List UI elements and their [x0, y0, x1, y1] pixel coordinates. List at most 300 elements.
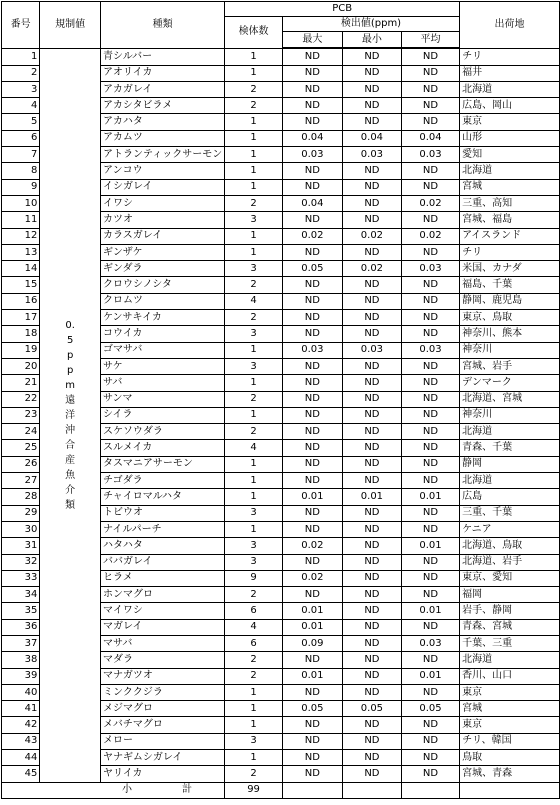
min-value: ND: [342, 554, 401, 570]
sample-count: 2: [225, 424, 283, 440]
min-value: ND: [342, 684, 401, 700]
origin: 静岡、鹿児島: [460, 293, 560, 309]
species-name: メロー: [101, 733, 225, 749]
species-name: ミンククジラ: [101, 684, 225, 700]
avg-value: ND: [401, 358, 459, 374]
avg-value: ND: [401, 652, 459, 668]
header-avg: 平均: [401, 32, 459, 49]
origin: 東京、鳥取: [460, 310, 560, 326]
sample-count: 4: [225, 440, 283, 456]
row-number: 41: [2, 701, 40, 717]
species-name: マサバ: [101, 635, 225, 651]
origin: 山形: [460, 130, 560, 146]
min-value: ND: [342, 717, 401, 733]
header-min: 最小: [342, 32, 401, 49]
avg-value: 0.01: [401, 668, 459, 684]
sample-count: 1: [225, 473, 283, 489]
min-value: ND: [342, 424, 401, 440]
max-value: ND: [282, 310, 342, 326]
sample-count: 3: [225, 538, 283, 554]
row-number: 26: [2, 456, 40, 472]
row-number: 5: [2, 114, 40, 130]
origin: 宮城、岩手: [460, 358, 560, 374]
row-number: 30: [2, 521, 40, 537]
origin: 千葉、三重: [460, 635, 560, 651]
avg-value: ND: [401, 114, 459, 130]
header-pcb: PCB: [225, 2, 460, 17]
sample-count: 1: [225, 701, 283, 717]
origin: 静岡: [460, 456, 560, 472]
row-number: 40: [2, 684, 40, 700]
species-name: カツオ: [101, 212, 225, 228]
species-name: サバ: [101, 375, 225, 391]
avg-value: 0.03: [401, 635, 459, 651]
species-name: アオリイカ: [101, 65, 225, 81]
max-value: 0.04: [282, 195, 342, 211]
sample-count: 6: [225, 603, 283, 619]
row-number: 15: [2, 277, 40, 293]
origin: 神奈川: [460, 407, 560, 423]
origin: 福島、千葉: [460, 277, 560, 293]
row-number: 14: [2, 261, 40, 277]
min-value: ND: [342, 212, 401, 228]
sample-count: 2: [225, 391, 283, 407]
row-number: 35: [2, 603, 40, 619]
row-number: 20: [2, 358, 40, 374]
sample-count: 1: [225, 684, 283, 700]
origin: チリ: [460, 48, 560, 65]
avg-value: 0.05: [401, 701, 459, 717]
avg-value: 0.04: [401, 130, 459, 146]
origin: 宮城、福島: [460, 212, 560, 228]
header-row-1: [2, 2, 560, 17]
row-number: 11: [2, 212, 40, 228]
species-name: アトランティックサーモン: [101, 147, 225, 163]
sample-count: 4: [225, 293, 283, 309]
row-number: 21: [2, 375, 40, 391]
total-empty-cell: [460, 782, 560, 798]
species-name: ナイルパーチ: [101, 521, 225, 537]
min-value: ND: [342, 310, 401, 326]
origin: 神奈川、熊本: [460, 326, 560, 342]
species-name: シイラ: [101, 407, 225, 423]
row-number: 42: [2, 717, 40, 733]
row-number: 38: [2, 652, 40, 668]
avg-value: ND: [401, 375, 459, 391]
row-number: 33: [2, 570, 40, 586]
total-label-right: 計: [182, 784, 192, 796]
avg-value: 0.01: [401, 489, 459, 505]
max-value: ND: [282, 65, 342, 81]
min-value: ND: [342, 375, 401, 391]
sample-count: 2: [225, 195, 283, 211]
avg-value: ND: [401, 293, 459, 309]
origin: 東京: [460, 684, 560, 700]
species-name: メバチマグロ: [101, 717, 225, 733]
max-value: ND: [282, 456, 342, 472]
max-value: ND: [282, 81, 342, 97]
origin: 北海道、鳥取: [460, 538, 560, 554]
origin: 北海道: [460, 163, 560, 179]
row-number: 32: [2, 554, 40, 570]
min-value: ND: [342, 766, 401, 782]
species-name: クロムツ: [101, 293, 225, 309]
avg-value: ND: [401, 424, 459, 440]
min-value: ND: [342, 48, 401, 65]
avg-value: ND: [401, 48, 459, 65]
avg-value: ND: [401, 98, 459, 114]
species-name: ハタハタ: [101, 538, 225, 554]
min-value: ND: [342, 163, 401, 179]
origin: デンマーク: [460, 375, 560, 391]
species-name: トビウオ: [101, 505, 225, 521]
origin: 北海道、宮城: [460, 391, 560, 407]
row-number: 7: [2, 147, 40, 163]
sample-count: 2: [225, 81, 283, 97]
min-value: ND: [342, 750, 401, 766]
species-name: ゴマサバ: [101, 342, 225, 358]
min-value: ND: [342, 603, 401, 619]
sample-count: 3: [225, 554, 283, 570]
total-count: 99: [225, 782, 283, 798]
min-value: ND: [342, 326, 401, 342]
species-name: ケンサキイカ: [101, 310, 225, 326]
max-value: ND: [282, 375, 342, 391]
avg-value: ND: [401, 326, 459, 342]
species-name: アカハタ: [101, 114, 225, 130]
origin: 米国、カナダ: [460, 261, 560, 277]
sample-count: 1: [225, 717, 283, 733]
origin: 北海道: [460, 473, 560, 489]
origin: アイスランド: [460, 228, 560, 244]
max-value: ND: [282, 505, 342, 521]
max-value: ND: [282, 652, 342, 668]
origin: 鳥取: [460, 750, 560, 766]
origin: 香川、山口: [460, 668, 560, 684]
sample-count: 1: [225, 130, 283, 146]
min-value: ND: [342, 733, 401, 749]
sample-count: 1: [225, 375, 283, 391]
min-value: ND: [342, 98, 401, 114]
species-name: ギンザケ: [101, 244, 225, 260]
min-value: ND: [342, 277, 401, 293]
max-value: 0.03: [282, 342, 342, 358]
sample-count: 1: [225, 456, 283, 472]
min-value: ND: [342, 456, 401, 472]
row-number: 8: [2, 163, 40, 179]
total-empty-cell: [342, 782, 401, 798]
species-name: ヤリイカ: [101, 766, 225, 782]
avg-value: ND: [401, 473, 459, 489]
avg-value: ND: [401, 391, 459, 407]
max-value: ND: [282, 424, 342, 440]
row-number: 9: [2, 179, 40, 195]
avg-value: ND: [401, 407, 459, 423]
min-value: ND: [342, 179, 401, 195]
sample-count: 2: [225, 277, 283, 293]
avg-value: 0.03: [401, 342, 459, 358]
total-row: [2, 782, 560, 798]
row-number: 27: [2, 473, 40, 489]
sample-count: 3: [225, 733, 283, 749]
species-name: ヒラメ: [101, 570, 225, 586]
max-value: ND: [282, 717, 342, 733]
origin: 青森、千葉: [460, 440, 560, 456]
min-value: 0.02: [342, 261, 401, 277]
row-number: 36: [2, 619, 40, 635]
min-value: ND: [342, 114, 401, 130]
sample-count: 1: [225, 244, 283, 260]
origin: チリ、韓国: [460, 733, 560, 749]
min-value: ND: [342, 538, 401, 554]
sample-count: 3: [225, 261, 283, 277]
origin: 宮城、青森: [460, 766, 560, 782]
row-number: 10: [2, 195, 40, 211]
row-number: 44: [2, 750, 40, 766]
avg-value: 0.02: [401, 228, 459, 244]
species-name: チャイロマルハタ: [101, 489, 225, 505]
avg-value: ND: [401, 163, 459, 179]
max-value: ND: [282, 473, 342, 489]
species-name: ホンマグロ: [101, 587, 225, 603]
sample-count: 1: [225, 114, 283, 130]
avg-value: 0.03: [401, 147, 459, 163]
species-name: 青シルバー: [101, 48, 225, 65]
min-value: 0.03: [342, 342, 401, 358]
min-value: ND: [342, 358, 401, 374]
origin: 東京: [460, 717, 560, 733]
origin: 広島: [460, 489, 560, 505]
origin: 福井: [460, 65, 560, 81]
min-value: ND: [342, 668, 401, 684]
origin: 北海道: [460, 424, 560, 440]
total-label-left: 小: [122, 784, 132, 796]
origin: 神奈川: [460, 342, 560, 358]
row-number: 2: [2, 65, 40, 81]
sample-count: 1: [225, 750, 283, 766]
max-value: ND: [282, 521, 342, 537]
max-value: ND: [282, 587, 342, 603]
avg-value: 0.01: [401, 603, 459, 619]
header-detected: 検出値(ppm): [282, 17, 459, 32]
sample-count: 1: [225, 163, 283, 179]
avg-value: ND: [401, 65, 459, 81]
sample-count: 3: [225, 326, 283, 342]
sample-count: 1: [225, 65, 283, 81]
min-value: ND: [342, 587, 401, 603]
species-name: メジマグロ: [101, 701, 225, 717]
max-value: 0.01: [282, 619, 342, 635]
origin: 広島、岡山: [460, 98, 560, 114]
min-value: ND: [342, 619, 401, 635]
species-name: サケ: [101, 358, 225, 374]
max-value: ND: [282, 98, 342, 114]
min-value: ND: [342, 293, 401, 309]
avg-value: ND: [401, 277, 459, 293]
row-number: 28: [2, 489, 40, 505]
species-name: クロウシノシタ: [101, 277, 225, 293]
origin: 愛知: [460, 147, 560, 163]
avg-value: ND: [401, 521, 459, 537]
origin: 岩手、静岡: [460, 603, 560, 619]
row-number: 23: [2, 407, 40, 423]
sample-count: 1: [225, 342, 283, 358]
row-number: 18: [2, 326, 40, 342]
max-value: 0.01: [282, 489, 342, 505]
sample-count: 2: [225, 310, 283, 326]
max-value: ND: [282, 212, 342, 228]
origin: 北海道: [460, 652, 560, 668]
max-value: ND: [282, 293, 342, 309]
row-number: 12: [2, 228, 40, 244]
max-value: ND: [282, 48, 342, 65]
species-name: マイワシ: [101, 603, 225, 619]
species-name: マナガツオ: [101, 668, 225, 684]
row-number: 25: [2, 440, 40, 456]
max-value: 0.09: [282, 635, 342, 651]
species-name: チゴダラ: [101, 473, 225, 489]
avg-value: ND: [401, 179, 459, 195]
max-value: 0.02: [282, 538, 342, 554]
species-name: サンマ: [101, 391, 225, 407]
avg-value: ND: [401, 81, 459, 97]
max-value: ND: [282, 244, 342, 260]
max-value: ND: [282, 114, 342, 130]
origin: 青森、宮城: [460, 619, 560, 635]
min-value: ND: [342, 391, 401, 407]
avg-value: ND: [401, 212, 459, 228]
max-value: 0.05: [282, 701, 342, 717]
row-number: 16: [2, 293, 40, 309]
max-value: 0.04: [282, 130, 342, 146]
max-value: ND: [282, 391, 342, 407]
max-value: ND: [282, 358, 342, 374]
species-name: アカムツ: [101, 130, 225, 146]
origin: 北海道、岩手: [460, 554, 560, 570]
row-number: 29: [2, 505, 40, 521]
max-value: ND: [282, 326, 342, 342]
species-name: スケソウダラ: [101, 424, 225, 440]
min-value: ND: [342, 195, 401, 211]
max-value: ND: [282, 407, 342, 423]
min-value: ND: [342, 505, 401, 521]
regulation-text: 0.5ppm遠洋沖合産魚介類: [65, 319, 76, 511]
header-regulation: 規制値: [40, 2, 101, 49]
origin: 東京、愛知: [460, 570, 560, 586]
avg-value: ND: [401, 440, 459, 456]
sample-count: 2: [225, 587, 283, 603]
row-number: 45: [2, 766, 40, 782]
max-value: 0.01: [282, 668, 342, 684]
min-value: 0.05: [342, 701, 401, 717]
min-value: ND: [342, 440, 401, 456]
species-name: イワシ: [101, 195, 225, 211]
species-name: ヤナギムシガレイ: [101, 750, 225, 766]
min-value: ND: [342, 635, 401, 651]
sample-count: 1: [225, 147, 283, 163]
pcb-results-table: [1, 1, 560, 799]
min-value: ND: [342, 407, 401, 423]
min-value: ND: [342, 521, 401, 537]
total-empty-cell: [401, 782, 459, 798]
sample-count: 6: [225, 635, 283, 651]
table-row: [2, 48, 560, 65]
species-name: マダラ: [101, 652, 225, 668]
origin: 北海道: [460, 81, 560, 97]
sample-count: 1: [225, 179, 283, 195]
header-max: 最大: [282, 32, 342, 49]
min-value: ND: [342, 570, 401, 586]
avg-value: ND: [401, 570, 459, 586]
row-number: 24: [2, 424, 40, 440]
species-name: コウイカ: [101, 326, 225, 342]
species-name: タスマニアサーモン: [101, 456, 225, 472]
avg-value: ND: [401, 750, 459, 766]
origin: 福岡: [460, 587, 560, 603]
row-number: 1: [2, 48, 40, 65]
avg-value: 0.01: [401, 538, 459, 554]
header-origin: 出荷地: [460, 2, 560, 49]
row-number: 6: [2, 130, 40, 146]
species-name: カラスガレイ: [101, 228, 225, 244]
avg-value: 0.03: [401, 261, 459, 277]
origin: 三重、高知: [460, 195, 560, 211]
sample-count: 1: [225, 48, 283, 65]
row-number: 43: [2, 733, 40, 749]
max-value: 0.02: [282, 570, 342, 586]
max-value: ND: [282, 179, 342, 195]
species-name: ババガレイ: [101, 554, 225, 570]
sample-count: 3: [225, 505, 283, 521]
min-value: 0.04: [342, 130, 401, 146]
max-value: ND: [282, 277, 342, 293]
origin: 三重、千葉: [460, 505, 560, 521]
species-name: ギンダラ: [101, 261, 225, 277]
sample-count: 3: [225, 358, 283, 374]
max-value: 0.03: [282, 147, 342, 163]
sample-count: 9: [225, 570, 283, 586]
avg-value: 0.02: [401, 195, 459, 211]
header-species: 種類: [101, 2, 225, 49]
avg-value: ND: [401, 310, 459, 326]
sample-count: 1: [225, 228, 283, 244]
origin: 宮城: [460, 701, 560, 717]
origin: ケニア: [460, 521, 560, 537]
species-name: マガレイ: [101, 619, 225, 635]
sample-count: 2: [225, 652, 283, 668]
species-name: イシガレイ: [101, 179, 225, 195]
avg-value: ND: [401, 717, 459, 733]
total-empty-cell: [282, 782, 342, 798]
max-value: 0.02: [282, 228, 342, 244]
avg-value: ND: [401, 244, 459, 260]
max-value: 0.05: [282, 261, 342, 277]
row-number: 37: [2, 635, 40, 651]
sample-count: 2: [225, 668, 283, 684]
min-value: 0.02: [342, 228, 401, 244]
sample-count: 3: [225, 212, 283, 228]
header-no: 番号: [2, 2, 40, 49]
row-number: 22: [2, 391, 40, 407]
min-value: 0.01: [342, 489, 401, 505]
sample-count: 1: [225, 521, 283, 537]
max-value: ND: [282, 554, 342, 570]
species-name: スルメイカ: [101, 440, 225, 456]
sample-count: 2: [225, 766, 283, 782]
sample-count: 1: [225, 407, 283, 423]
avg-value: ND: [401, 684, 459, 700]
species-name: アンコウ: [101, 163, 225, 179]
